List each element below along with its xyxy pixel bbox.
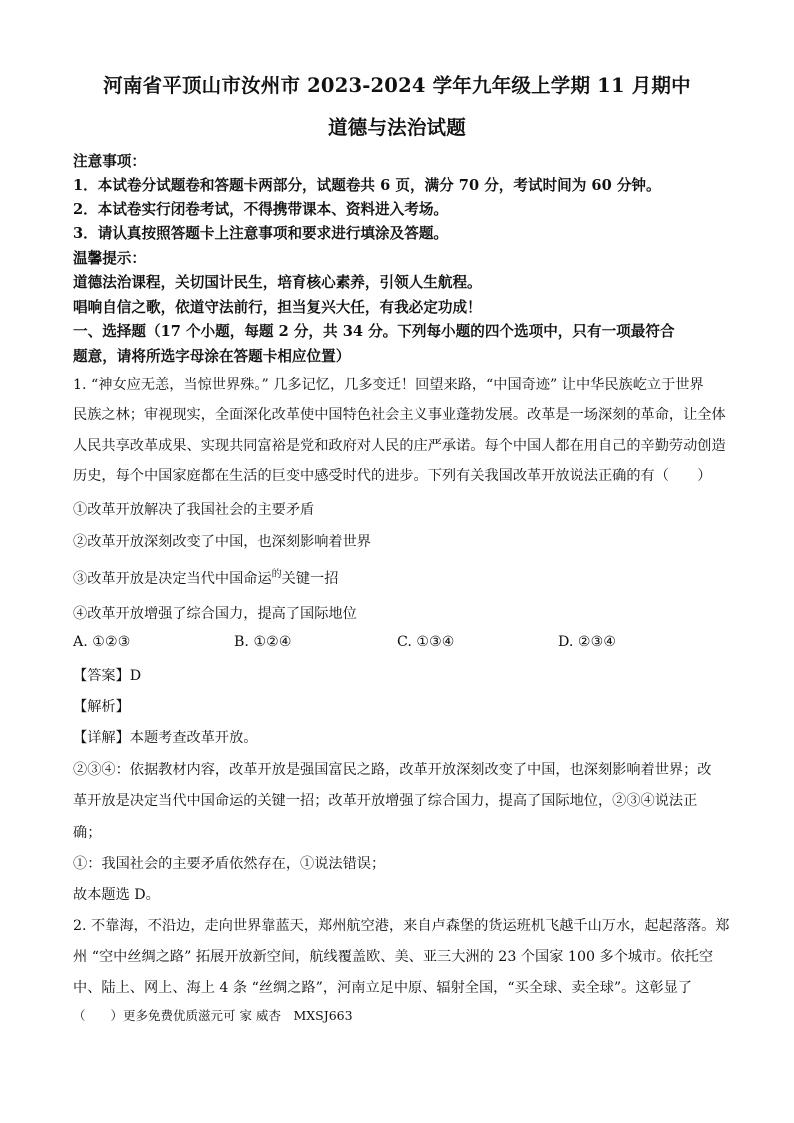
question-2-text: 中、陆上、网上、海上 4 条 “丝绸之路”，河南立足中原、辐射全国，“买全球、卖全球”。这彰显了 (73, 980, 693, 996)
section-heading: 一、选择题（17 个小题，每题 2 分，共 34 分。下列每小题的四个选项中，只有一项最符合 (73, 323, 675, 340)
tips-line: 道德法治课程，关切国计民生，培育核心素养，引领人生航程。 (73, 274, 482, 291)
analysis-label: 【解析】 (73, 699, 130, 715)
question-1-text: 历史，每个中国家庭都在生活的巨变中感受时代的进步。下列有关我国改革开放说法正确的有（ ） (73, 468, 712, 484)
notice-item: 2．本试卷实行闭卷考试，不得携带课本、资料进入考场。 (73, 201, 449, 218)
notice-item: 3．请认真按照答题卡上注意事项和要求进行填涂及答题。 (73, 225, 449, 242)
question-1-text: 1. “神女应无恙，当惊世界殊。” 几多记忆，几多变迁！回望来路，“中国奇迹” 让中华民族屹立于世界 (73, 377, 704, 393)
question-2-text: 州 “空中丝绸之路” 拓展开放新空间，航线覆盖欧、美、亚三大洲的 23 个国家 100 多个城市。依托空 (73, 949, 714, 965)
option-b: B. ①②④ (234, 634, 292, 650)
option-d: D. ②③④ (558, 634, 617, 650)
notice-heading: 注意事项： (73, 153, 146, 170)
explanation-line: ②③④：依据教材内容，改革开放是强国富民之路，改革开放深刻改变了中国，也深刻影响着世界；改 (73, 762, 712, 778)
statement-2: ②改革开放深刻改变了中国，也深刻影响着世界 (73, 534, 371, 550)
question-1-text: 人民共享改革成果、实现共同富裕是党和政府对人民的庄严承诺。每个中国人都在用自己的辛勤劳动创造 (73, 438, 726, 454)
option-a: A. ①②③ (73, 634, 131, 650)
statement-1: ①改革开放解决了我国社会的主要矛盾 (73, 502, 315, 518)
exam-title: 河南省平顶山市汝州市 2023-2024 学年九年级上学期 11 月期中 (103, 74, 691, 97)
question-2-text: （ ）更多免费优质滋元可 家 威杏 MXSJ663 (73, 1008, 353, 1023)
question-1-text: 民族之林；审视现实，全面深化改革使中国特色社会主义事业蓬勃发展。改革是一场深刻的革命，让全体 (73, 407, 726, 423)
option-c: C. ①③④ (397, 634, 455, 650)
answer-label: 【答案】D (73, 668, 142, 684)
statement-4: ④改革开放增强了综合国力，提高了国际地位 (73, 606, 357, 622)
statement-3-part: 的 (271, 569, 282, 580)
tips-line: 唱响自信之歌，依道守法前行，担当复兴大任，有我必定功成！ (73, 299, 482, 316)
section-heading-cont: 题意，请将所选字母涂在答题卡相应位置） (73, 348, 351, 365)
tips-heading: 温馨提示： (73, 250, 146, 267)
explanation-line: 故本题选 D。 (73, 887, 160, 903)
question-2-text: 2. 不靠海，不沿边，走向世界靠蓝天，郑州航空港，来自卢森堡的货运班机飞越千山万水，起起落落。郑 (73, 918, 730, 934)
notice-item: 1．本试卷分试题卷和答题卡两部分，试题卷共 6 页，满分 70 分，考试时间为 60 分钟。 (73, 177, 661, 194)
statement-3-part: 关键一招 (281, 571, 339, 587)
exam-subtitle: 道德与法治试题 (328, 116, 466, 139)
detail-label: 【详解】本题考查改革开放。 (73, 730, 258, 746)
explanation-line: 革开放是决定当代中国命运的关键一招；改革开放增强了综合国力，提高了国际地位，②③④说法正 (73, 793, 698, 809)
statement-3-part: ③改革开放是决定当代中国命运 (73, 571, 272, 587)
explanation-line: 确； (73, 825, 102, 841)
statement-3 (73, 568, 338, 588)
explanation-line: ①：我国社会的主要矛盾依然存在，①说法错误； (73, 856, 386, 872)
